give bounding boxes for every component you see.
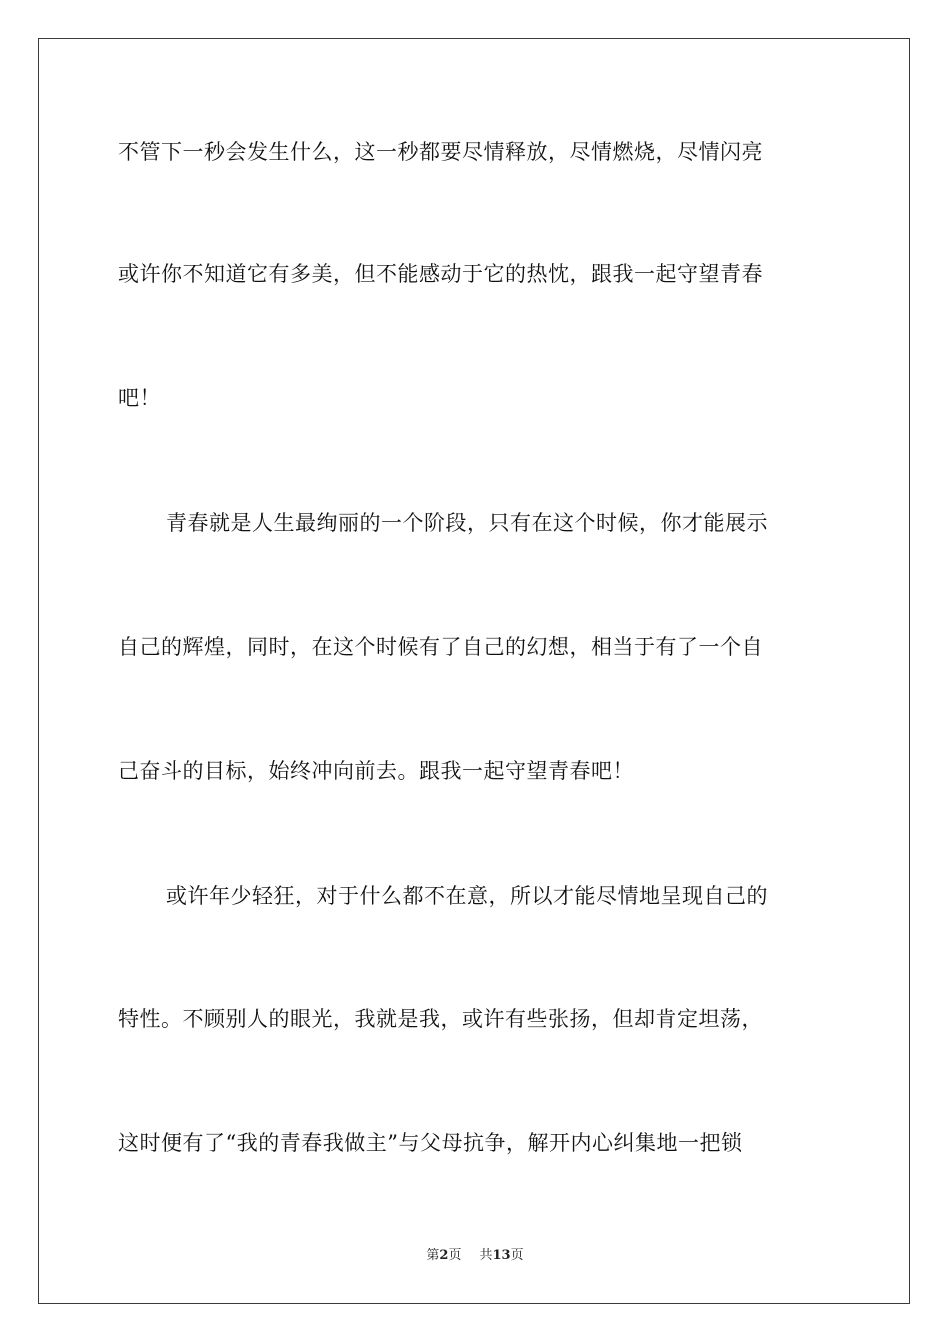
total-pages: 13 — [492, 1248, 511, 1263]
text-line-5: 自己的辉煌，同时，在这个时候有了自己的幻想，相当于有了一个自 — [118, 635, 763, 659]
page-suffix: 页 — [448, 1248, 462, 1263]
page-prefix: 第 — [426, 1248, 440, 1263]
text-line-9: 这时便有了“我的青春我做主”与父母抗争，解开内心纠集地一把锁 — [118, 1131, 743, 1155]
text-line-3: 吧！ — [118, 386, 161, 410]
text-line-7: 或许年少轻狂，对于什么都不在意，所以才能尽情地呈现自己的 — [166, 884, 768, 908]
text-line-1: 不管下一秒会发生什么，这一秒都要尽情释放，尽情燃烧，尽情闪亮 — [118, 140, 763, 164]
total-suffix: 页 — [510, 1248, 524, 1263]
text-line-8: 特性。不顾别人的眼光，我就是我，或许有些张扬，但却肯定坦荡， — [118, 1007, 763, 1031]
text-line-4: 青春就是人生最绚丽的一个阶段，只有在这个时候，你才能展示 — [166, 511, 768, 535]
page-number: 2 — [439, 1248, 449, 1263]
text-line-6: 己奋斗的目标，始终冲向前去。跟我一起守望青春吧！ — [118, 759, 634, 783]
total-prefix: 共 — [479, 1248, 493, 1263]
text-line-2: 或许你不知道它有多美，但不能感动于它的热忱，跟我一起守望青春 — [118, 262, 763, 286]
page-footer — [0, 1247, 950, 1265]
page-border — [38, 38, 910, 1304]
